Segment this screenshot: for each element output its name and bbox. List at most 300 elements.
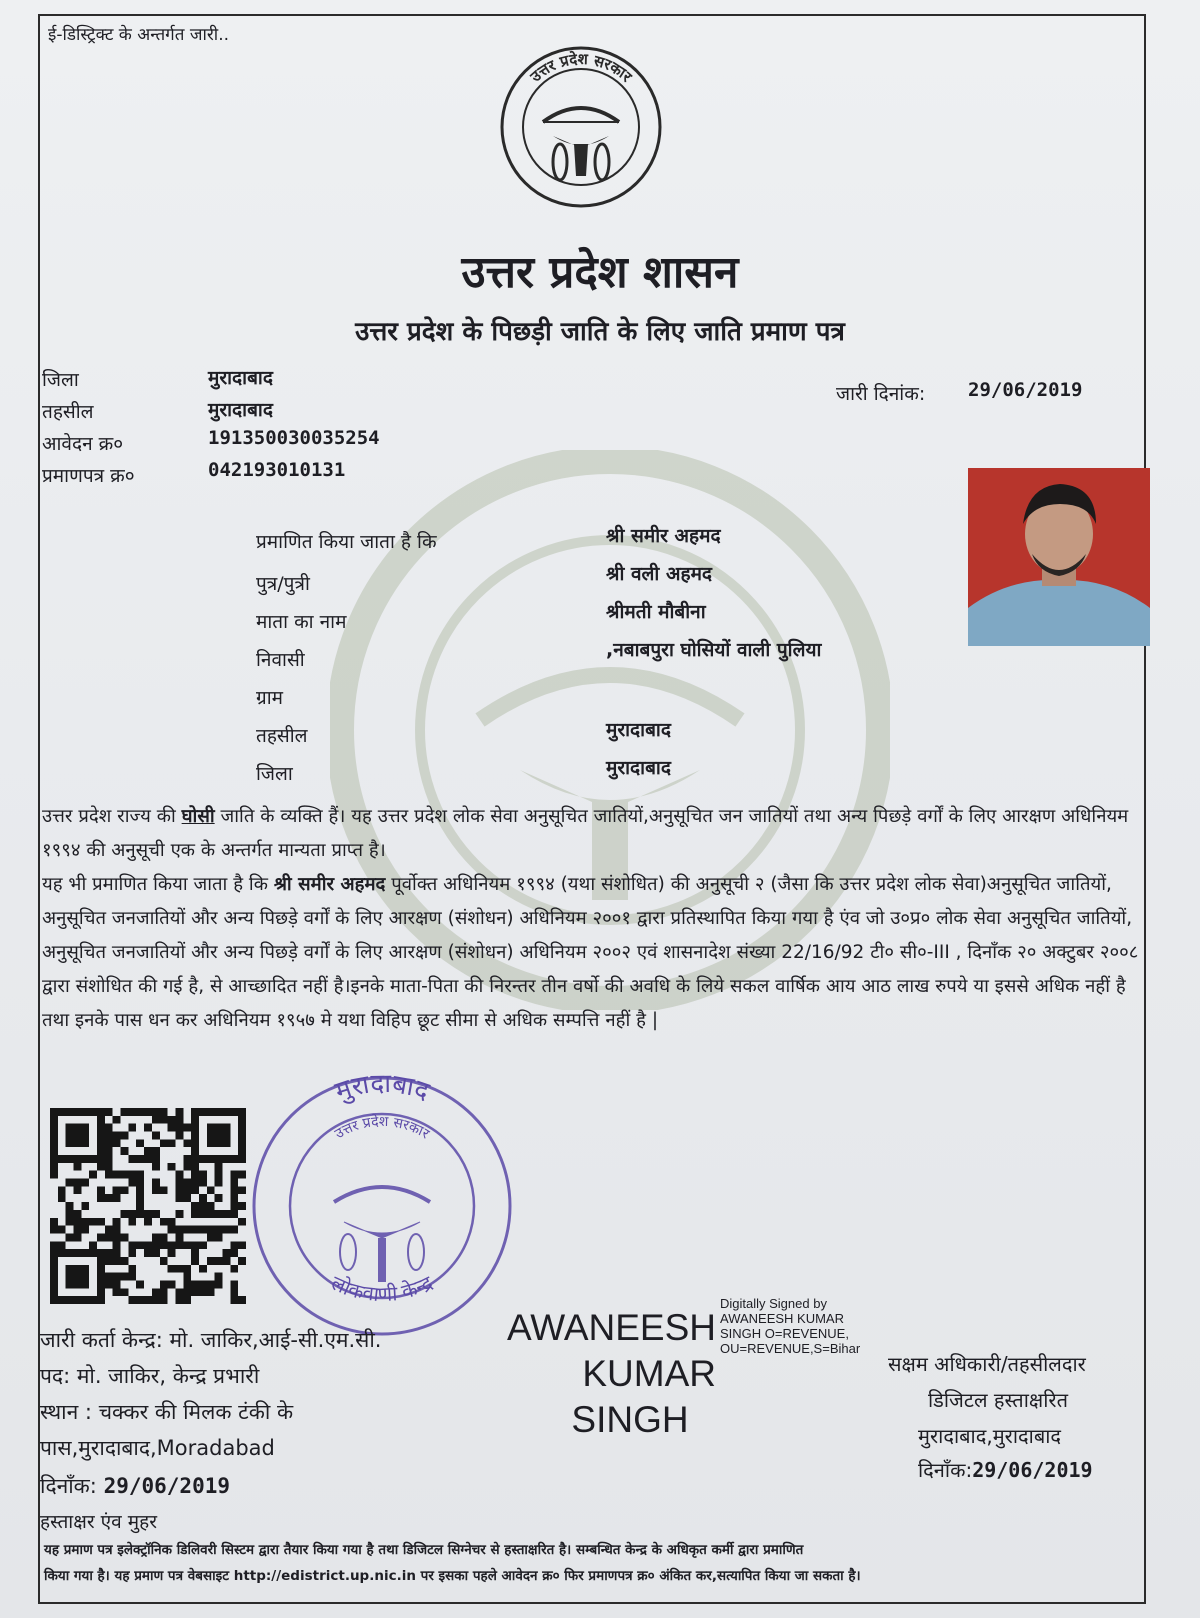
qr-module — [50, 1273, 58, 1281]
qr-module — [58, 1186, 66, 1194]
qr-module — [175, 1132, 183, 1140]
qr-module — [238, 1241, 246, 1249]
qr-module — [230, 1296, 238, 1304]
qr-module — [152, 1108, 160, 1116]
qr-module — [74, 1163, 82, 1171]
qr-module — [105, 1124, 113, 1132]
qr-module — [113, 1257, 121, 1265]
qr-module — [168, 1226, 176, 1234]
qr-module — [50, 1226, 58, 1234]
qr-module — [50, 1155, 58, 1163]
qr-module — [222, 1108, 230, 1116]
qr-module — [105, 1194, 113, 1202]
qr-module — [175, 1179, 183, 1187]
qr-module — [207, 1280, 215, 1288]
qr-module — [191, 1139, 199, 1147]
qr-module — [191, 1226, 199, 1234]
qr-module — [199, 1288, 207, 1296]
qr-module — [160, 1280, 168, 1288]
qr-module — [121, 1233, 129, 1241]
qr-module — [230, 1171, 238, 1179]
qr-module — [97, 1273, 105, 1281]
qr-module — [160, 1139, 168, 1147]
qr-module — [238, 1124, 246, 1132]
qr-module — [222, 1257, 230, 1265]
qr-module — [121, 1147, 129, 1155]
qr-module — [215, 1124, 223, 1132]
qr-module — [74, 1124, 82, 1132]
qr-module — [152, 1288, 160, 1296]
district-value: मुरादाबाद — [208, 367, 273, 389]
authority-place: मुरादाबाद,मुरादाबाद — [918, 1424, 1062, 1448]
qr-module — [113, 1241, 121, 1249]
qr-module — [89, 1296, 97, 1304]
qr-module — [191, 1132, 199, 1140]
issuing-center: जारी कर्ता केन्द्र: मो. जाकिर,आई-सी.एम.सी. — [40, 1328, 382, 1352]
qr-module — [50, 1139, 58, 1147]
qr-module — [136, 1139, 144, 1147]
qr-module — [128, 1265, 136, 1273]
qr-module — [230, 1249, 238, 1257]
qr-module — [128, 1218, 136, 1226]
qr-module — [105, 1147, 113, 1155]
mother-name: श्रीमती मौबीना — [606, 601, 706, 623]
qr-module — [50, 1296, 58, 1304]
qr-module — [50, 1116, 58, 1124]
qr-module — [199, 1226, 207, 1234]
detail-label: प्रमाणित किया जाता है कि — [256, 531, 437, 553]
sig-detail-line: AWANEESH KUMAR — [720, 1311, 844, 1326]
qr-module — [66, 1265, 74, 1273]
qr-module — [105, 1163, 113, 1171]
qr-module — [128, 1241, 136, 1249]
qr-module — [191, 1179, 199, 1187]
qr-module — [199, 1171, 207, 1179]
qr-module — [136, 1186, 144, 1194]
qr-module — [81, 1202, 89, 1210]
detail-label: माता का नाम — [256, 611, 347, 633]
qr-module — [238, 1202, 246, 1210]
qr-module — [222, 1139, 230, 1147]
qr-module — [175, 1194, 183, 1202]
qr-module — [121, 1108, 129, 1116]
qr-module — [168, 1218, 176, 1226]
qr-module — [136, 1210, 144, 1218]
qr-module — [74, 1226, 82, 1234]
qr-module — [128, 1108, 136, 1116]
qr-module — [58, 1226, 66, 1234]
qr-module — [215, 1280, 223, 1288]
detail-label: जिला — [256, 763, 293, 785]
issuer-date-value: 29/06/2019 — [103, 1474, 231, 1498]
caste-name: घोसी — [181, 806, 215, 827]
qr-module — [97, 1218, 105, 1226]
qr-module — [215, 1155, 223, 1163]
paragraph-text: जाति के व्यक्ति हैं। यह उत्तर प्रदेश लोक सेवा अनुसूचित जातियों,अनुसूचित जन जातियों तथा अन्य पिछड़े वर्गों के लिए आरक्षण अधिनियम १९९४ की अनुसूची एक के अन्तर्गत मान्यता प्राप्त है। — [42, 806, 1129, 861]
qr-module — [238, 1296, 246, 1304]
qr-module — [128, 1296, 136, 1304]
svg-text:मुरादाबाद — [331, 1072, 434, 1107]
qr-module — [160, 1241, 168, 1249]
qr-module — [152, 1179, 160, 1187]
qr-module — [97, 1186, 105, 1194]
qr-module — [113, 1249, 121, 1257]
qr-module — [230, 1226, 238, 1234]
qr-module — [136, 1108, 144, 1116]
qr-module — [74, 1132, 82, 1140]
tehsil-label: तहसील — [42, 401, 94, 423]
qr-module — [74, 1155, 82, 1163]
qr-module — [152, 1296, 160, 1304]
issuer-date — [40, 1472, 230, 1500]
qr-module — [97, 1296, 105, 1304]
detail-label: ग्राम — [256, 687, 283, 709]
qr-module — [175, 1116, 183, 1124]
digital-signature-details — [720, 1296, 860, 1356]
qr-module — [175, 1171, 183, 1179]
qr-module — [97, 1108, 105, 1116]
qr-module — [89, 1155, 97, 1163]
qr-module — [191, 1288, 199, 1296]
qr-module — [160, 1288, 168, 1296]
issuer-post: पद: मो. जाकिर, केन्द्र प्रभारी — [40, 1364, 260, 1388]
signer-name-line2: KUMAR — [582, 1353, 716, 1394]
qr-module — [238, 1116, 246, 1124]
applicant-photo — [968, 468, 1150, 646]
qr-module — [81, 1226, 89, 1234]
authority-date-label: दिनाँक: — [918, 1458, 973, 1482]
authority-title: सक्षम अधिकारी/तहसीलदार — [888, 1352, 1086, 1376]
qr-module — [152, 1241, 160, 1249]
qr-module — [136, 1296, 144, 1304]
qr-module — [175, 1265, 183, 1273]
qr-module — [50, 1147, 58, 1155]
qr-module — [50, 1257, 58, 1265]
qr-module — [183, 1226, 191, 1234]
qr-module — [175, 1108, 183, 1116]
signer-name-line3: SINGH — [571, 1399, 689, 1440]
qr-module — [97, 1280, 105, 1288]
qr-module — [230, 1179, 238, 1187]
paragraph-text: यह भी प्रमाणित किया जाता है कि — [42, 874, 274, 895]
qr-module — [191, 1163, 199, 1171]
qr-module — [183, 1186, 191, 1194]
qr-module — [183, 1139, 191, 1147]
sig-detail-line: Digitally Signed by — [720, 1296, 827, 1311]
qr-module — [160, 1108, 168, 1116]
qr-module — [175, 1226, 183, 1234]
qr-module — [105, 1257, 113, 1265]
qr-module — [74, 1218, 82, 1226]
qr-module — [113, 1116, 121, 1124]
qr-module — [199, 1210, 207, 1218]
qr-module — [121, 1171, 129, 1179]
qr-module — [207, 1288, 215, 1296]
qr-module — [230, 1155, 238, 1163]
issuer-date-label: दिनाँक: — [40, 1474, 97, 1498]
qr-module — [97, 1265, 105, 1273]
qr-module — [230, 1202, 238, 1210]
qr-module — [207, 1108, 215, 1116]
paragraph-text: पूर्वोक्त अधिनियम १९९४ (यथा संशोधित) की अनुसूची २ (जैसा कि उत्तर प्रदेश लोक सेवा)अनुसूचित जातियों, अनुसूचित जनजातियों और अन्य पिछड़े वर्गों के लिए आरक्षण (संशोधन) अधिनियम २००१ द्वारा प्रतिस्थापित किया गया है एंव जो उ०प्र० लोक सेवा अनुसूचित जातियों, अनुसूचित जनजातियों और अन्य पिछड़े वर्गों के लिए आरक्षण (संशोधन) अधिनियम २००२ एवं शासनादेश संख्या 22/16/92 टी० सी०-III , दिनाँक २० अक्टुबर २००८ द्वारा संशोधित की गई है, से आच्छादित नहीं है।इनके माता-पिता की निरन्तर तीन वर्षो की अवधि के लिये सकल वार्षिक आय आठ लाख रुपये या इससे अधिक नहीं है तथा इनके पास धन कर अधिनियम १९५७ मे यथा विहिप छूट सीमा से अधिक सम्पत्ति नहीं है | — [42, 874, 1139, 1031]
paragraph-text: उत्तर प्रदेश राज्य की — [42, 806, 182, 827]
authority-signed: डिजिटल हस्ताक्षरित — [928, 1388, 1068, 1412]
qr-module — [215, 1179, 223, 1187]
qr-module — [58, 1241, 66, 1249]
qr-module — [105, 1249, 113, 1257]
qr-module — [168, 1249, 176, 1257]
application-label: आवेदन क्र० — [42, 433, 124, 455]
up-govt-emblem — [498, 44, 664, 210]
authority-date-value: 29/06/2019 — [972, 1458, 1093, 1482]
qr-module — [207, 1257, 215, 1265]
applicant-name-inline: श्री समीर अहमद — [273, 874, 386, 895]
qr-module — [207, 1233, 215, 1241]
qr-module — [121, 1186, 129, 1194]
qr-module — [230, 1241, 238, 1249]
qr-module — [191, 1241, 199, 1249]
qr-module — [50, 1265, 58, 1273]
qr-module — [175, 1210, 183, 1218]
qr-module — [222, 1210, 230, 1218]
qr-module — [97, 1155, 105, 1163]
qr-module — [183, 1241, 191, 1249]
qr-module — [207, 1226, 215, 1234]
qr-module — [183, 1288, 191, 1296]
qr-module — [199, 1241, 207, 1249]
qr-module — [238, 1218, 246, 1226]
qr-module — [81, 1249, 89, 1257]
qr-module — [175, 1233, 183, 1241]
qr-module — [175, 1186, 183, 1194]
qr-module — [66, 1273, 74, 1281]
edistrict-note: ई-डिस्ट्रिक्ट के अन्तर्गत जारी.. — [48, 25, 230, 45]
qr-module — [66, 1249, 74, 1257]
qr-module — [207, 1186, 215, 1194]
signer-name-line1: AWANEESH — [506, 1307, 716, 1348]
seal-bottom-text: लोकवाणी केन्द्र — [327, 1270, 437, 1307]
qr-module — [50, 1249, 58, 1257]
qr-module — [160, 1186, 168, 1194]
qr-module — [113, 1273, 121, 1281]
applicant-name: श्री समीर अहमद — [606, 525, 721, 547]
qr-module — [105, 1280, 113, 1288]
qr-module — [207, 1124, 215, 1132]
qr-module — [168, 1280, 176, 1288]
qr-module — [136, 1155, 144, 1163]
qr-module — [144, 1296, 152, 1304]
qr-module — [97, 1132, 105, 1140]
qr-module — [222, 1124, 230, 1132]
qr-module — [105, 1273, 113, 1281]
certificate-number-label: प्रमाणपत्र क्र० — [42, 465, 135, 487]
qr-module — [215, 1233, 223, 1241]
qr-module — [230, 1186, 238, 1194]
qr-module — [168, 1124, 176, 1132]
qr-module — [113, 1194, 121, 1202]
qr-module — [152, 1147, 160, 1155]
svg-text:उत्तर प्रदेश सरकार — [332, 1113, 432, 1143]
qr-module — [207, 1155, 215, 1163]
qr-module — [215, 1139, 223, 1147]
qr-module — [136, 1171, 144, 1179]
qr-module — [207, 1210, 215, 1218]
qr-module — [81, 1139, 89, 1147]
footer-line1: यह प्रमाण पत्र इलेक्ट्रॉनिक डिलिवरी सिस्टम द्वारा तैयार किया गया है तथा डिजिटल सिग्नेचर से हस्ताक्षरित है। सम्बन्धित केन्द्र के अधिकृत कर्मी द्वारा प्रमाणित — [44, 1542, 804, 1558]
qr-module — [183, 1265, 191, 1273]
qr-module — [128, 1179, 136, 1187]
qr-module — [183, 1163, 191, 1171]
qr-module — [144, 1155, 152, 1163]
qr-module — [74, 1186, 82, 1194]
qr-module — [74, 1249, 82, 1257]
qr-module — [97, 1147, 105, 1155]
qr-module — [136, 1202, 144, 1210]
qr-module — [74, 1273, 82, 1281]
qr-module — [207, 1139, 215, 1147]
qr-module — [81, 1296, 89, 1304]
sig-detail-line: SINGH O=REVENUE, — [720, 1326, 849, 1341]
qr-module — [183, 1155, 191, 1163]
qr-module — [230, 1108, 238, 1116]
qr-module — [66, 1280, 74, 1288]
qr-module — [152, 1233, 160, 1241]
qr-module — [215, 1210, 223, 1218]
qr-module — [136, 1241, 144, 1249]
caste-paragraph — [42, 800, 1147, 868]
qr-code — [50, 1108, 246, 1304]
qr-module — [81, 1280, 89, 1288]
qr-module — [128, 1210, 136, 1218]
government-title: उत्तर प्रदेश शासन — [461, 247, 739, 298]
qr-module — [97, 1233, 105, 1241]
seal-inner-text: उत्तर प्रदेश सरकार — [332, 1113, 432, 1143]
qr-module — [50, 1108, 58, 1116]
qr-module — [74, 1280, 82, 1288]
qr-module — [175, 1241, 183, 1249]
qr-module — [175, 1124, 183, 1132]
qr-module — [152, 1116, 160, 1124]
qr-module — [191, 1171, 199, 1179]
qr-module — [74, 1108, 82, 1116]
qr-module — [199, 1265, 207, 1273]
qr-module — [121, 1273, 129, 1281]
qr-module — [113, 1233, 121, 1241]
qr-module — [105, 1226, 113, 1234]
qr-module — [215, 1257, 223, 1265]
qr-module — [66, 1233, 74, 1241]
qr-module — [160, 1296, 168, 1304]
qr-module — [238, 1132, 246, 1140]
qr-module — [66, 1296, 74, 1304]
qr-module — [222, 1249, 230, 1257]
qr-module — [105, 1132, 113, 1140]
qr-module — [191, 1124, 199, 1132]
qr-module — [121, 1288, 129, 1296]
qr-module — [215, 1273, 223, 1281]
qr-module — [66, 1132, 74, 1140]
certificate-title: उत्तर प्रदेश के पिछड़ी जाति के लिए जाति प्रमाण पत्र — [355, 317, 845, 347]
qr-module — [50, 1288, 58, 1296]
qr-module — [199, 1155, 207, 1163]
qr-module — [144, 1241, 152, 1249]
qr-module — [81, 1132, 89, 1140]
qr-module — [50, 1171, 58, 1179]
qr-module — [113, 1171, 121, 1179]
qr-module — [58, 1249, 66, 1257]
qr-module — [238, 1186, 246, 1194]
qr-module — [207, 1132, 215, 1140]
qr-module — [222, 1155, 230, 1163]
qr-module — [230, 1280, 238, 1288]
qr-module — [144, 1210, 152, 1218]
qr-module — [183, 1179, 191, 1187]
qr-module — [97, 1194, 105, 1202]
detail-district-value: मुरादाबाद — [606, 757, 671, 779]
qr-module — [199, 1179, 207, 1187]
issue-date: 29/06/2019 — [968, 379, 1083, 401]
qr-module — [136, 1194, 144, 1202]
qr-module — [113, 1288, 121, 1296]
qr-module — [215, 1132, 223, 1140]
qr-module — [121, 1132, 129, 1140]
qr-module — [66, 1108, 74, 1116]
qr-module — [191, 1155, 199, 1163]
authority-date — [918, 1456, 1093, 1483]
seal-top-text: मुरादाबाद — [331, 1072, 433, 1107]
qr-module — [199, 1194, 207, 1202]
qr-module — [50, 1241, 58, 1249]
qr-module — [105, 1155, 113, 1163]
qr-module — [222, 1226, 230, 1234]
qr-module — [89, 1241, 97, 1249]
qr-module — [207, 1202, 215, 1210]
qr-module — [97, 1288, 105, 1296]
qr-module — [113, 1132, 121, 1140]
qr-module — [128, 1249, 136, 1257]
qr-module — [105, 1139, 113, 1147]
qr-module — [144, 1218, 152, 1226]
father-name: श्री वली अहमद — [606, 563, 713, 585]
qr-module — [238, 1155, 246, 1163]
tehsil-value: मुरादाबाद — [208, 399, 273, 421]
qr-module — [183, 1194, 191, 1202]
qr-module — [191, 1210, 199, 1218]
qr-module — [74, 1210, 82, 1218]
qr-module — [121, 1257, 129, 1265]
qr-module — [128, 1171, 136, 1179]
qr-module — [50, 1132, 58, 1140]
qr-module — [66, 1202, 74, 1210]
district-label: जिला — [42, 369, 79, 391]
qr-module — [105, 1233, 113, 1241]
qr-module — [74, 1265, 82, 1273]
qr-module — [222, 1132, 230, 1140]
qr-module — [66, 1124, 74, 1132]
qr-module — [199, 1108, 207, 1116]
qr-module — [191, 1116, 199, 1124]
qr-module — [66, 1179, 74, 1187]
qr-module — [74, 1139, 82, 1147]
qr-module — [89, 1218, 97, 1226]
qr-module — [113, 1280, 121, 1288]
qr-module — [97, 1163, 105, 1171]
qr-module — [215, 1194, 223, 1202]
qr-module — [168, 1163, 176, 1171]
qr-module — [89, 1249, 97, 1257]
qr-module — [230, 1265, 238, 1273]
qr-module — [183, 1273, 191, 1281]
